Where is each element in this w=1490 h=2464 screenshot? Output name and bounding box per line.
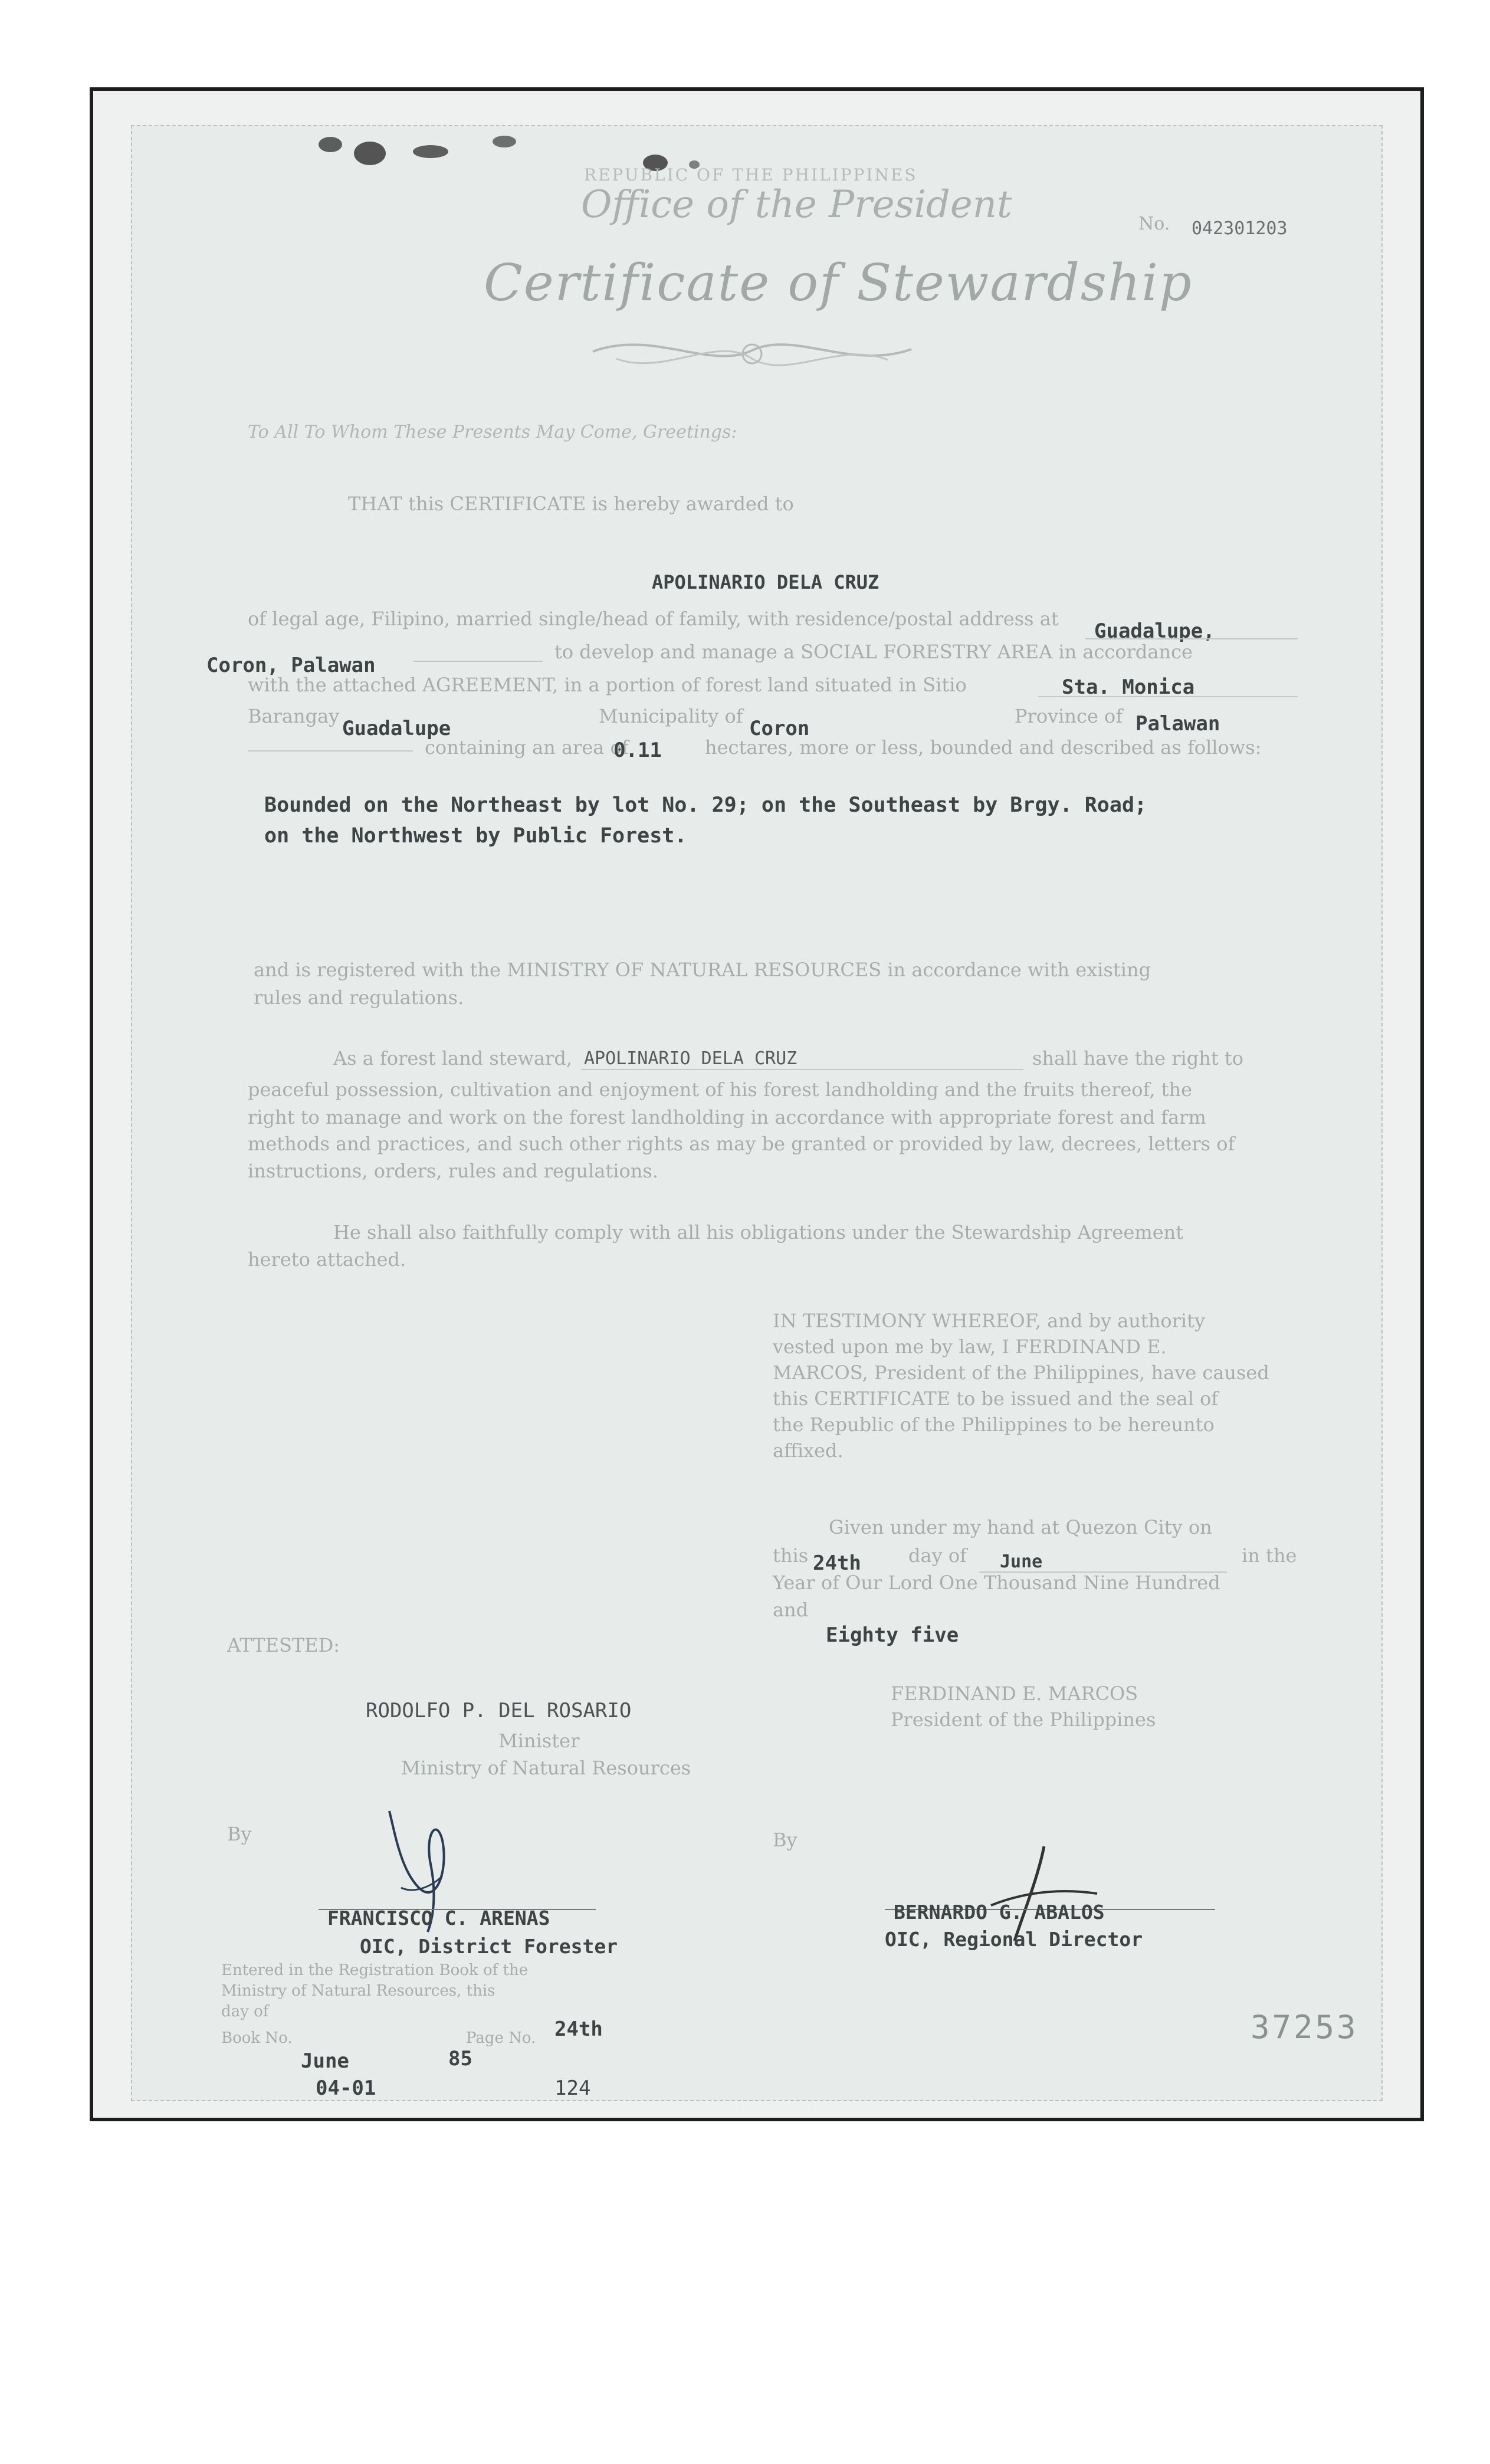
left-signer-title: OIC, District Forester <box>360 1935 618 1958</box>
president-name: FERDINAND E. MARCOS <box>891 1682 1138 1705</box>
testimony-line-4: this CERTIFICATE to be issued and the seal of <box>773 1387 1219 1410</box>
intro-line: THAT this CERTIFICATE is hereby awarded to <box>348 493 794 515</box>
stamp-number: 37253 <box>1251 2009 1358 2046</box>
registry-line-2: Ministry of Natural Resources, this <box>221 1982 495 2000</box>
by-left-label: By <box>227 1823 252 1845</box>
bounds-line-1: Bounded on the Northeast by lot No. 29; on the Southeast by Brgy. Road; <box>264 793 1147 817</box>
address-part-a: Guadalupe, <box>1094 619 1215 643</box>
testimony-line-2: vested upon me by law, I FERDINAND E. <box>773 1336 1167 1358</box>
address-underline <box>1085 638 1298 639</box>
sitio-value: Sta. Monica <box>1062 675 1195 699</box>
given-year-line: Year of Our Lord One Thousand Nine Hundred <box>773 1571 1220 1594</box>
area-value: 0.11 <box>613 739 662 762</box>
registry-book: 04-01 <box>316 2076 376 2100</box>
registry-year: 85 <box>448 2047 472 2071</box>
registered-line-1: and is registered with the MINISTRY OF NATURAL RESOURCES in accordance with existing <box>254 959 1151 981</box>
comply-line-1: He shall also faithfully comply with all his obligations under the Stewardship Agreement <box>333 1221 1184 1244</box>
right-signer-title: OIC, Regional Director <box>885 1928 1143 1951</box>
steward-prefix: As a forest land steward, <box>333 1047 572 1069</box>
given-and: and <box>773 1599 809 1621</box>
area-label: containing an area of <box>425 736 629 759</box>
minister-title: Minister <box>498 1730 580 1752</box>
testimony-line-5: the Republic of the Philippines to be hereunto <box>773 1413 1215 1436</box>
rights-line-2: right to manage and work on the forest landholding in accordance with appropriate forest and farm <box>248 1106 1206 1128</box>
registry-month: June <box>301 2049 349 2073</box>
given-this: this <box>773 1544 809 1567</box>
serial-label: No. <box>1138 214 1170 234</box>
barangay-label: Barangay <box>248 705 340 727</box>
attested-label: ATTESTED: <box>227 1634 340 1656</box>
office-title: Office of the President <box>581 183 1012 227</box>
address-part-b: Coron, Palawan <box>206 654 376 677</box>
steward-suffix: shall have the right to <box>1032 1047 1243 1069</box>
area-suffix: hectares, more or less, bounded and described as follows: <box>705 736 1262 759</box>
awardee-name: APOLINARIO DELA CRUZ <box>652 571 879 593</box>
by-right-label: By <box>773 1829 797 1851</box>
address-line: of legal age, Filipino, married single/head of family, with residence/postal address at <box>248 608 1059 630</box>
president-title: President of the Philippines <box>891 1708 1156 1731</box>
given-day: 24th <box>813 1551 861 1575</box>
ink-smudge <box>354 142 386 165</box>
registered-line-2: rules and regulations. <box>254 986 464 1009</box>
minister-office: Ministry of Natural Resources <box>401 1757 691 1779</box>
left-signer-name: FRANCISCO C. ARENAS <box>327 1907 550 1930</box>
registry-line-4: Book No. <box>221 2029 293 2047</box>
ink-smudge <box>493 136 516 147</box>
province-label: Province of <box>1015 705 1123 727</box>
serial-number: 042301203 <box>1192 218 1288 239</box>
bounds-line-2: on the Northwest by Public Forest. <box>264 824 687 848</box>
rights-line-1: peaceful possession, cultivation and enjoyment of his forest landholding and the fruits thereof, the <box>248 1078 1193 1101</box>
address-b-underline <box>413 661 543 662</box>
ink-smudge <box>413 145 448 158</box>
given-year-words: Eighty five <box>826 1623 959 1647</box>
rights-line-3: methods and practices, and such other rights as may be granted or provided by law, decrees, letters of <box>248 1133 1235 1155</box>
municipality-value: Coron <box>749 717 810 740</box>
steward-name: APOLINARIO DELA CRUZ <box>584 1048 797 1069</box>
province-value: Palawan <box>1135 712 1220 736</box>
municipality-label: Municipality of <box>599 705 743 727</box>
given-dayof: day of <box>908 1544 967 1567</box>
greeting-line: To All To Whom These Presents May Come, Greetings: <box>248 422 737 442</box>
right-signer-name: BERNARDO G. ABALOS <box>894 1901 1105 1924</box>
rights-line-4: instructions, orders, rules and regulations. <box>248 1160 658 1182</box>
ink-smudge <box>319 137 342 152</box>
registry-page: 124 <box>554 2076 591 2100</box>
barangay-underline <box>248 750 413 752</box>
given-line: Given under my hand at Quezon City on <box>829 1516 1212 1538</box>
comply-line-2: hereto attached. <box>248 1248 406 1271</box>
testimony-line-6: affixed. <box>773 1439 844 1462</box>
registry-day: 24th <box>554 2017 603 2041</box>
certificate-title: Certificate of Stewardship <box>484 254 1193 313</box>
given-month: June <box>1000 1551 1043 1572</box>
sitio-underline <box>1038 696 1298 697</box>
steward-underline <box>581 1069 1023 1070</box>
barangay-value: Guadalupe <box>342 717 451 740</box>
testimony-line-3: MARCOS, President of the Philippines, have caused <box>773 1361 1269 1384</box>
registry-line-4b: Page No. <box>466 2029 536 2047</box>
republic-heading: REPUBLIC OF THE PHILIPPINES <box>584 165 918 185</box>
flourish-ornament <box>581 323 923 376</box>
given-inthe: in the <box>1242 1544 1297 1567</box>
develop-line: to develop and manage a SOCIAL FORESTRY AREA in accordance <box>554 641 1193 663</box>
agreement-line: with the attached AGREEMENT, in a portion of forest land situated in Sitio <box>248 674 967 696</box>
registry-line-1: Entered in the Registration Book of the <box>221 1961 529 1979</box>
registry-line-3: day of <box>221 2003 269 2020</box>
testimony-line-1: IN TESTIMONY WHEREOF, and by authority <box>773 1310 1206 1332</box>
minister-name: RODOLFO P. DEL ROSARIO <box>366 1699 632 1722</box>
